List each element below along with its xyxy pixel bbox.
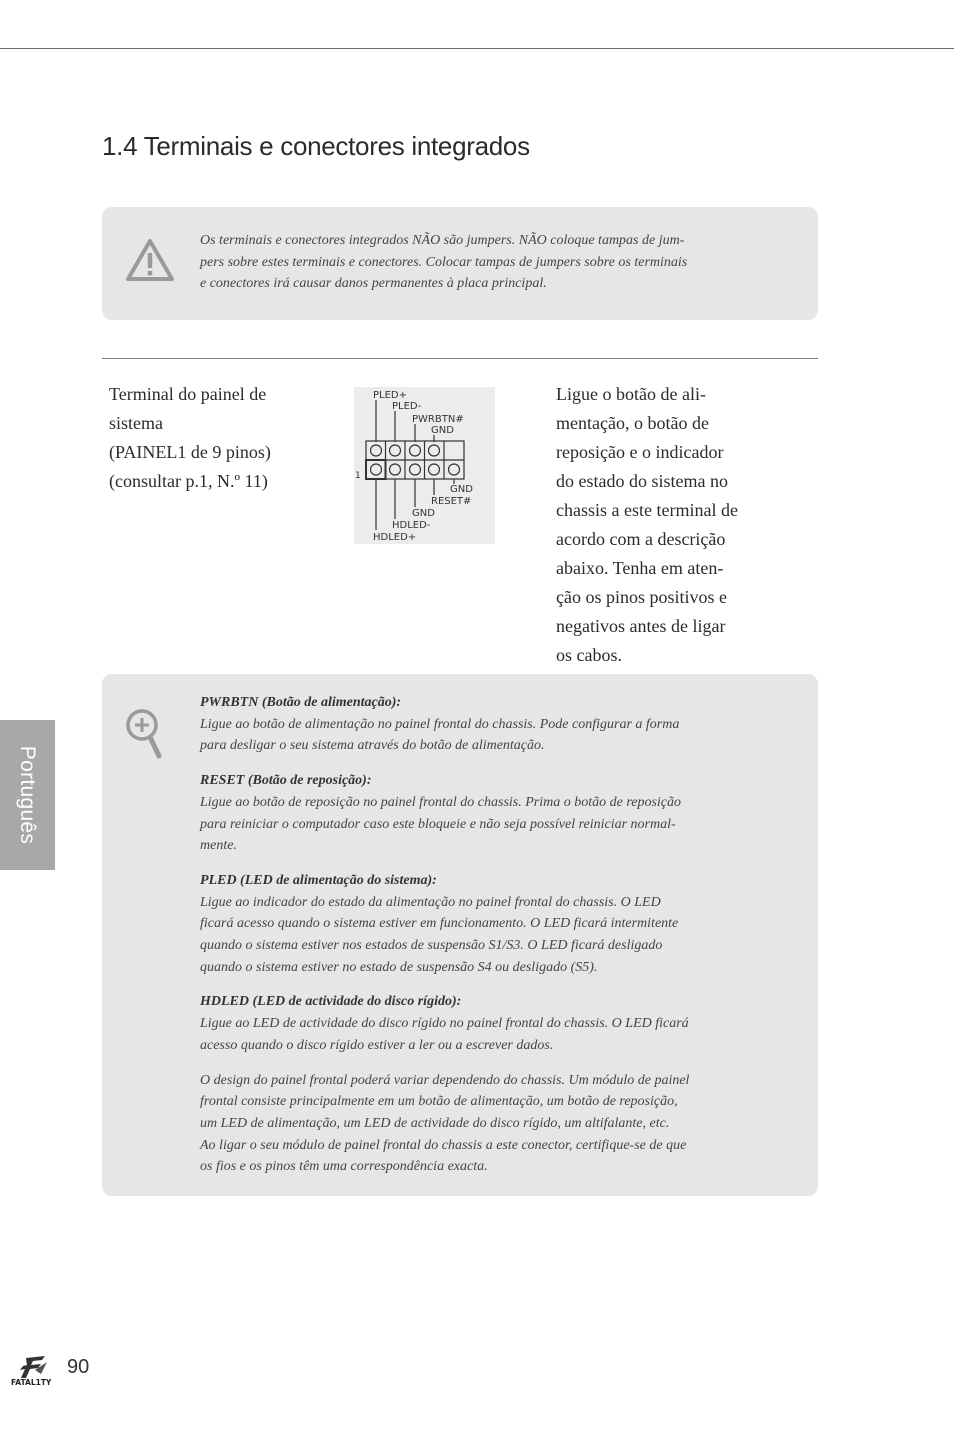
note-line: os fios e os pinos têm uma correspondência exacta. xyxy=(200,1159,488,1175)
note-line: para reiniciar o computador caso este bloqueie e não seja possível reiniciar normal- xyxy=(200,816,676,832)
pin-label-pled-minus: PLED- xyxy=(392,401,422,412)
description-line: ção os pinos positivos e xyxy=(556,587,727,607)
note-line: acesso quando o disco rígido estiver a ler ou a escrever dados. xyxy=(200,1037,554,1053)
description-line: reposição e o indicador xyxy=(556,442,724,462)
pin-label-pwrbtn: PWRBTN# xyxy=(412,414,464,425)
description-line: abaixo. Tenha em aten- xyxy=(556,558,724,578)
note-heading: PLED (LED de alimentação do sistema): xyxy=(200,872,437,888)
pin-label-hdled-plus: HDLED+ xyxy=(373,532,417,543)
note-line: frontal consiste principalmente em um botão de alimentação, um botão de reposição, xyxy=(200,1094,678,1110)
description-line: Ligue o botão de ali- xyxy=(556,384,706,404)
note-line: quando o sistema estiver nos estados de suspensão S1/S3. O LED ficará desligado xyxy=(200,938,663,954)
note-heading: RESET (Botão de reposição): xyxy=(200,773,372,789)
note-item-pled xyxy=(200,870,752,979)
note-line: Ao ligar o seu módulo de painel frontal do chassis a este conector, certifique-se de que xyxy=(200,1137,687,1153)
svg-text:FATAL1TY: FATAL1TY xyxy=(11,1378,52,1387)
connector-label-line: (PAINEL1 de 9 pinos) xyxy=(109,442,271,462)
warning-line: Os terminais e conectores integrados NÃO são jumpers. NÃO coloque tampas de jum- xyxy=(200,233,685,248)
pin-label-gnd-bottom-right: GND xyxy=(450,484,473,495)
note-line: ficará acesso quando o sistema estiver em funcionamento. O LED ficará intermitente xyxy=(200,916,679,932)
note-line: quando o sistema estiver no estado de suspensão S4 ou desligado (S5). xyxy=(200,959,598,975)
note-heading: HDLED (LED de actividade do disco rígido): xyxy=(200,994,462,1010)
panel-header-pin-diagram xyxy=(354,387,495,544)
connector-label xyxy=(109,380,324,496)
magnifier-plus-icon xyxy=(124,706,164,760)
page-number: 90 xyxy=(67,1356,90,1378)
note-item-reset xyxy=(200,770,752,857)
note-line: Ligue ao LED de actividade do disco rígido no painel frontal do chassis. O LED ficará xyxy=(200,1016,689,1032)
connector-description xyxy=(556,380,766,670)
language-side-tab xyxy=(0,720,55,870)
description-line: mentação, o botão de xyxy=(556,413,709,433)
language-tab-label: Português xyxy=(16,745,39,845)
header-rule xyxy=(0,48,954,49)
connector-label-line: Terminal do painel de xyxy=(109,384,267,404)
note-item-pwrbtn xyxy=(200,692,752,757)
pin-label-gnd-bottom: GND xyxy=(412,508,435,519)
note-item-hdled xyxy=(200,991,752,1056)
section-rule xyxy=(102,358,818,359)
description-line: negativos antes de ligar xyxy=(556,616,726,636)
note-box xyxy=(102,674,818,1196)
note-line: Ligue ao botão de reposição no painel frontal do chassis. Prima o botão de reposição xyxy=(200,794,682,810)
note-line: O design do painel frontal poderá variar dependendo do chassis. Um módulo de painel xyxy=(200,1072,690,1088)
description-line: acordo com a descrição xyxy=(556,529,726,549)
pin-label-hdled-minus: HDLED- xyxy=(392,520,431,531)
pin-label-pin1: 1 xyxy=(355,471,361,481)
fatal1ty-logo xyxy=(11,1352,61,1388)
note-line: um LED de alimentação, um LED de actividade do disco rígido, um altifalante, etc. xyxy=(200,1115,670,1131)
warning-text xyxy=(200,230,748,295)
connector-label-line: (consultar p.1, N.º 11) xyxy=(109,471,268,491)
description-line: os cabos. xyxy=(556,645,622,665)
note-closing xyxy=(200,1070,752,1179)
warning-box xyxy=(102,207,818,320)
description-line: chassis a este terminal de xyxy=(556,500,738,520)
page-title: 1.4 Terminais e conectores integrados xyxy=(102,131,530,161)
connector-label-line: sistema xyxy=(109,413,163,433)
warning-line: pers sobre estes terminais e conectores. Colocar tampas de jumpers sobre os terminais xyxy=(200,254,688,270)
note-heading: PWRBTN (Botão de alimentação): xyxy=(200,695,402,710)
pin-label-reset: RESET# xyxy=(431,496,472,507)
pin-label-gnd-top: GND xyxy=(431,425,454,436)
note-line: para desligar o seu sistema através do botão de alimentação. xyxy=(200,738,545,754)
note-line: Ligue ao botão de alimentação no painel frontal do chassis. Pode configurar a forma xyxy=(200,716,680,732)
note-line: Ligue ao indicador do estado da alimentação no painel frontal do chassis. O LED xyxy=(200,894,661,910)
note-line: mente. xyxy=(200,838,237,854)
warning-triangle-icon xyxy=(125,237,175,283)
warning-line: e conectores irá causar danos permanentes à placa principal. xyxy=(200,276,547,291)
description-line: do estado do sistema no xyxy=(556,471,728,491)
pin-label-pled-plus: PLED+ xyxy=(373,390,407,401)
note-content xyxy=(200,692,752,1191)
